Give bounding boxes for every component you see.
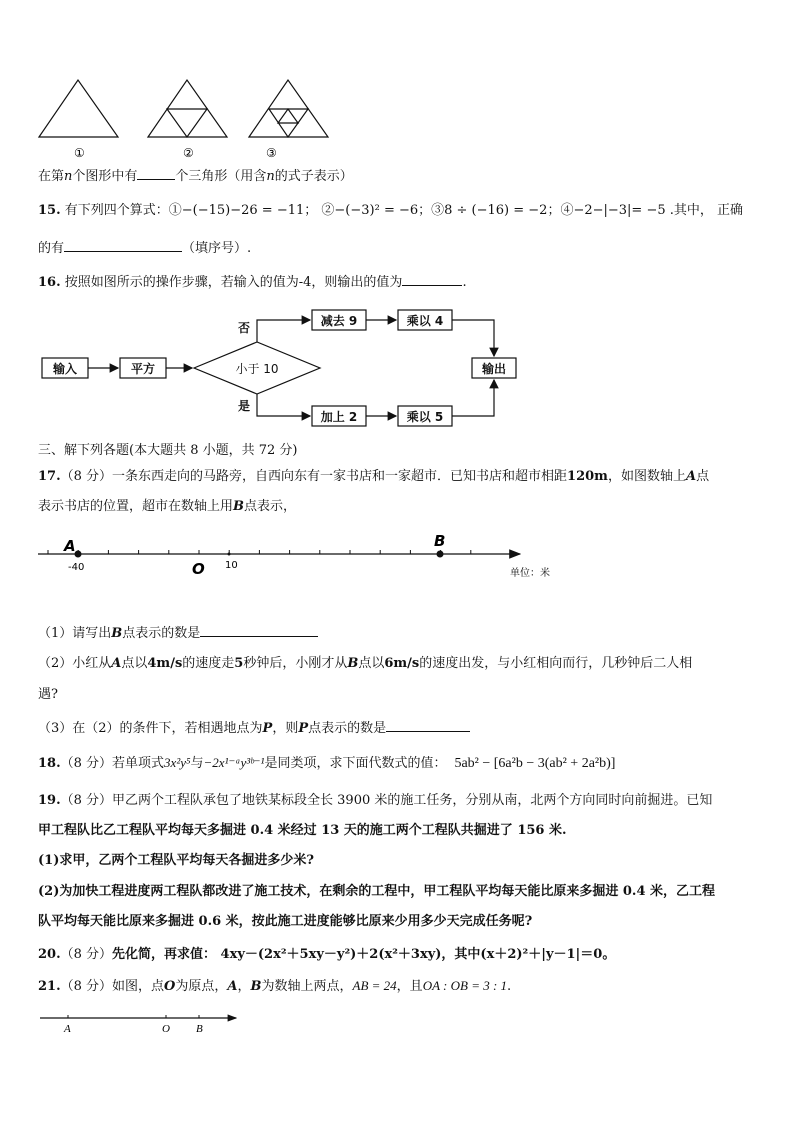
axis-label-b: B xyxy=(434,532,446,550)
point-p: P xyxy=(298,721,309,736)
point-a: A xyxy=(227,979,238,994)
question-text: ，则 xyxy=(272,721,299,736)
point-b: B xyxy=(347,656,359,671)
point-b: B xyxy=(250,979,262,994)
question-19-sub1: (1)求甲，乙两个工程队平均每天各掘进多少米? xyxy=(38,853,314,868)
question-text: 表示书店的位置，超市在数轴上用 xyxy=(38,499,234,514)
question-text: 点表示， xyxy=(244,499,297,514)
question-18 xyxy=(38,754,615,773)
question-text: 是同类项，求下面代数式的值： xyxy=(264,756,447,771)
monomial-1: 3x²y⁵ xyxy=(164,755,191,770)
axis-label-b: B xyxy=(196,1023,203,1035)
ratio-equation: OA : OB = 3 : 1 xyxy=(422,978,508,993)
question-number: 20. xyxy=(38,947,61,962)
score: （8 分） xyxy=(60,793,113,808)
axis-value-10: 10 xyxy=(225,560,238,571)
equation-ab: AB = 24 xyxy=(352,978,397,993)
question-19 xyxy=(38,792,712,810)
point-p: P xyxy=(262,721,273,736)
axis-label-a: A xyxy=(64,1023,71,1035)
flow-yes-label: 是 xyxy=(237,399,251,413)
question-text: 甲乙两个工程队承包了地铁某标段全长 3900 米的施工任务，分别从南，北两个方向同时向前掘进。已知 xyxy=(112,793,713,808)
answer-blank[interactable] xyxy=(402,272,462,286)
question-text: 为数轴上两点， xyxy=(261,979,353,994)
time-value: 5 xyxy=(234,656,244,671)
axis-value-a: -40 xyxy=(68,562,85,573)
flow-no-label: 否 xyxy=(237,321,251,335)
point-b-dot xyxy=(437,551,444,558)
flow-input-label: 输入 xyxy=(52,362,78,376)
question-19-sub2-line2: 队平均每天能比原来多掘进 0.6 米，按此施工进度能够比原来少用多少天完成任务呢? xyxy=(38,914,533,929)
question-text: ， xyxy=(237,979,251,994)
caption-text: 的式子表示） xyxy=(274,169,353,184)
answer-blank[interactable] xyxy=(64,238,182,252)
question-15-line2 xyxy=(38,238,251,258)
caption-text: 个图形中有 xyxy=(72,169,138,184)
triangle-figures xyxy=(30,72,350,162)
point-a: A xyxy=(685,469,697,484)
distance-value: 120m xyxy=(567,469,608,484)
variable-n: n xyxy=(64,169,73,184)
question-text: 先化简，再求值： 4xy－(2x²＋5xy－y²)＋2(x²＋3xy)，其中(x＋2)²＋|y－1|＝0。 xyxy=(112,947,616,962)
question-text: （填序号）. xyxy=(182,241,252,256)
question-text: . xyxy=(462,275,467,290)
caption-text: 在第 xyxy=(38,169,65,184)
question-text: 如图，点 xyxy=(112,979,165,994)
question-text: 的速度走 xyxy=(182,656,235,671)
axis-label-o: O xyxy=(162,1023,170,1035)
answer-blank[interactable] xyxy=(200,623,318,637)
question-number: 17. xyxy=(38,469,61,484)
question-17-sub1 xyxy=(38,623,318,643)
question-16 xyxy=(38,272,467,292)
score: （8 分） xyxy=(60,469,113,484)
algebraic-expression: 5ab² − [6a²b − 3(ab² + 2a²b)] xyxy=(454,756,616,771)
question-17-sub2 xyxy=(38,655,692,673)
question-text: （1）请写出 xyxy=(38,626,112,641)
answer-blank[interactable] xyxy=(137,166,175,180)
question-text: 与 xyxy=(190,756,204,771)
question-19-sub2: (2)为加快工程进度两工程队都改进了施工技术，在剩余的工程中，甲工程队平均每天能比原来多掘进 0.4 米，乙工程 xyxy=(38,884,716,899)
score: （8 分） xyxy=(60,756,113,771)
monomial-2: −2x¹⁻ᵃy³ᵇ⁻¹ xyxy=(203,755,265,770)
question-text: （2）小红从 xyxy=(38,656,112,671)
question-number: 16. xyxy=(38,275,61,290)
question-text: 的有 xyxy=(38,241,65,256)
flow-condition-label: 小于 10 xyxy=(235,362,279,376)
flow-times5-label: 乘以 5 xyxy=(406,410,444,424)
point-o: O xyxy=(164,979,176,994)
question-text: 一条东西走向的马路旁，自西向东有一家书店和一家超市．已知书店和超市相距 xyxy=(112,469,568,484)
question-21 xyxy=(38,977,511,996)
speed-value: 4m/s xyxy=(147,656,183,671)
number-line-17 xyxy=(30,532,590,582)
question-20 xyxy=(38,946,615,964)
question-text: ，如图数轴上 xyxy=(607,469,686,484)
question-text: 秒钟后，小刚才从 xyxy=(243,656,348,671)
question-17-sub3 xyxy=(38,718,470,738)
question-number: 21. xyxy=(38,979,61,994)
flow-add2-label: 加上 2 xyxy=(320,410,358,424)
number-line-21 xyxy=(36,1010,246,1038)
question-text: 点表示的数是 xyxy=(122,626,201,641)
speed-value: 6m/s xyxy=(384,656,420,671)
figure-label-3: ③ xyxy=(266,146,277,160)
score: （8 分） xyxy=(60,947,113,962)
score: （8 分） xyxy=(60,979,113,994)
figure-label-1: ① xyxy=(74,146,85,160)
question-number: 19. xyxy=(38,793,61,808)
question-text: 按照如图所示的操作步骤，若输入的值为-4，则输出的值为 xyxy=(64,275,403,290)
question-text: （3）在（2）的条件下，若相遇地点为 xyxy=(38,721,263,736)
question-17 xyxy=(38,468,709,486)
axis-label-a: A xyxy=(64,537,76,555)
question-15 xyxy=(38,202,743,220)
flow-times4-label: 乘以 4 xyxy=(406,314,444,328)
flow-square-label: 平方 xyxy=(130,362,156,376)
triangle-figure-3 xyxy=(249,80,328,137)
axis-label-o: O xyxy=(192,560,205,578)
question-text: 点以 xyxy=(121,656,148,671)
tick-10-dot xyxy=(228,553,231,556)
triangle-question xyxy=(38,166,353,186)
question-text: 点 xyxy=(696,469,710,484)
question-text: 为原点， xyxy=(175,979,228,994)
triangle-figure-1 xyxy=(39,80,118,137)
section-heading: 三、解下列各题(本大题共 8 小题，共 72 分) xyxy=(38,443,298,458)
question-text: 点以 xyxy=(358,656,385,671)
question-17-line2 xyxy=(38,498,296,516)
caption-text: 个三角形（用含 xyxy=(175,169,267,184)
question-number: 15. xyxy=(38,203,61,218)
axis-unit: 单位：米 xyxy=(510,568,550,579)
question-17-sub2-line2: 遇? xyxy=(38,687,58,702)
question-19-line2: 甲工程队比乙工程队平均每天多掘进 0.4 米经过 13 天的施工两个工程队共掘进了 156 米. xyxy=(38,823,567,838)
point-a: A xyxy=(111,656,122,671)
point-b: B xyxy=(233,499,245,514)
question-text: 有下列四个算式：①−(−15)−26 = −11； ②−(−3)² = −6；③8 ÷ (−16) = −2；④−2−|−3|= −5 .其中， 正确 xyxy=(64,203,744,218)
question-text: ，且 xyxy=(396,979,423,994)
question-text: 若单项式 xyxy=(112,756,165,771)
question-text: . xyxy=(507,979,512,994)
question-text: 的速度出发，与小红相向而行，几秒钟后二人相 xyxy=(419,656,693,671)
point-b: B xyxy=(111,626,123,641)
flow-subtract9-label: 减去 9 xyxy=(320,314,358,328)
flowchart xyxy=(36,302,526,432)
answer-blank[interactable] xyxy=(386,718,470,732)
figure-label-2: ② xyxy=(183,146,194,160)
triangle-figure-2 xyxy=(148,80,227,137)
question-number: 18. xyxy=(38,756,61,771)
question-text: 点表示的数是 xyxy=(308,721,387,736)
flow-output-label: 输出 xyxy=(481,362,507,376)
variable-n: n xyxy=(266,169,275,184)
